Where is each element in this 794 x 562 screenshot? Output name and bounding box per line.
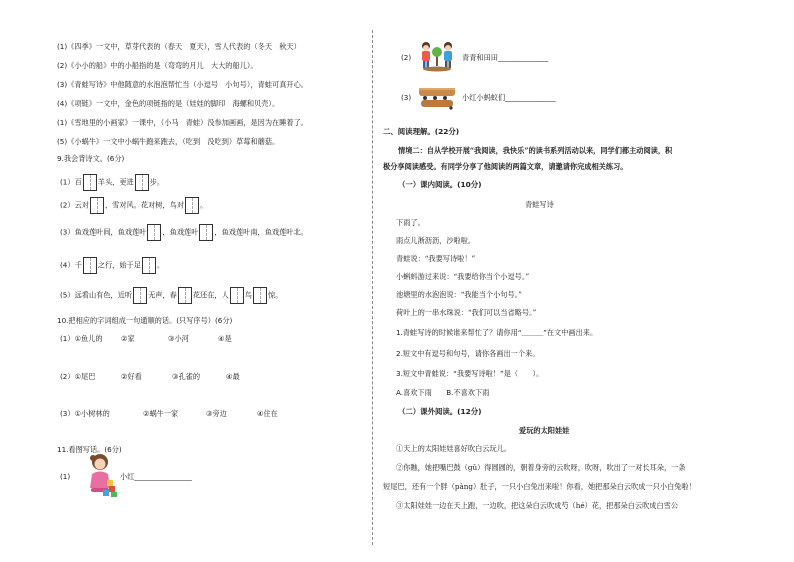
answer-box[interactable] xyxy=(142,257,156,274)
answer-box[interactable] xyxy=(135,174,149,191)
poem-line: 青蛙说：“我要写诗啦！” xyxy=(396,254,476,263)
fill-line: (5)《小蜗牛》一文中小蜗牛跑来跑去，（吃到 没吃到）草莓和蘑菇。 xyxy=(57,137,280,146)
girl-playing-blocks-icon xyxy=(85,452,119,498)
answer-box[interactable] xyxy=(83,174,97,191)
answer-box[interactable] xyxy=(178,287,192,304)
q9-item-5: (5）远看山有色，近听 无声，春 花还在，人 鸟 惊。 xyxy=(60,287,282,304)
poem-line: 池塘里的水泡泡说：“我能当个小句号。” xyxy=(396,290,522,299)
fill-line: (1)《四季》一文中，草芽代表的（春天 夏天），雪人代表的（冬天 秋天） xyxy=(57,42,301,51)
poem-line: 雨点儿淅沥沥，沙啦啦。 xyxy=(396,236,476,245)
answer-box[interactable] xyxy=(199,224,213,241)
img-item-label: (3) xyxy=(401,93,412,102)
intro-line: 情境二：自从学校开展“我阅读，我快乐”的读书系列活动以来，同学们都主动阅读，积 xyxy=(398,146,673,155)
fill-line: (3)《青蛙写诗》中他随意的水泡泡帮忙当（小逗号 小句号），青蛙可真开心。 xyxy=(57,80,308,89)
q9-item-1: (1）百 羊头，更进 步。 xyxy=(60,174,164,191)
story-line: ③太阳娃娃一边在天上跑，一边吹，把这朵白云吹成芍（hé）花，把那朵白云吹成白雪公 xyxy=(396,501,679,510)
poem-line: 小蝌蚪游过来说：“我要给你当个小逗号。” xyxy=(396,272,530,281)
story-title: 爱玩的太阳娃娃 xyxy=(519,426,570,435)
section-title: 二、阅读理解。(22分) xyxy=(383,127,460,136)
answer-box[interactable] xyxy=(83,257,97,274)
story-line: ②你瞧，她把嘴巴鼓（gǔ）得圆圆的，朝着身旁的云吹呀，吹呀，吹出了一对长耳朵，一条 xyxy=(396,463,686,472)
answer-box[interactable] xyxy=(133,287,147,304)
img-item-answer[interactable]: 青青和田田______________ xyxy=(462,53,549,62)
question-3-options: A.喜欢下雨 B.不喜欢下雨 xyxy=(396,388,490,397)
word-option: ④是 xyxy=(218,334,232,343)
fill-line: (2)《小小的船》中的小船指的是（弯弯的月儿 大大的船儿）。 xyxy=(57,61,258,70)
part1-title: （一）课内阅读。(10分) xyxy=(398,180,482,189)
question-3: 3.短文中青蛙说：“我要写诗啦！”是（ ）。 xyxy=(396,369,544,378)
q11-answer-line[interactable]: 小红________________ xyxy=(120,472,192,481)
word-option: (3）①小树林的 xyxy=(60,409,110,418)
q9-title: 9.我会背诗文。(6分) xyxy=(57,154,125,163)
word-option: ③孔雀的 xyxy=(172,372,201,381)
question-2: 2.短文中有逗号和句号，请你各画出一个来。 xyxy=(396,349,540,358)
q11-title: 11.看图写话。(6分) xyxy=(57,445,122,454)
img-item-label: (2) xyxy=(401,53,412,62)
q9-item-4: (4）千 之行，始于足 。 xyxy=(60,257,164,274)
part2-title: （二）课外阅读。(12分) xyxy=(398,407,482,416)
q10-title: 10.把相应的字词组成一句通顺的话。(只写序号）(6分) xyxy=(57,316,233,325)
word-option: (1）①鱼儿的 xyxy=(60,334,103,343)
q9-item-3: (3）鱼戏莲叶间，鱼戏莲叶 ，鱼戏莲叶 ，鱼戏莲叶南，鱼戏莲叶北。 xyxy=(60,224,308,241)
children-planting-tree-icon xyxy=(417,40,457,72)
answer-box[interactable] xyxy=(185,197,199,214)
answer-box[interactable] xyxy=(253,287,267,304)
answer-box[interactable] xyxy=(147,224,161,241)
fill-line: (1)《雪地里的小画家》一课中，（小马 青蛙）没参加画画，是因为在睡着了。 xyxy=(57,118,308,127)
poem-title: 青蛙写诗 xyxy=(525,200,554,209)
q9-item-2: (2）云对 ，雪对风。花对树，鸟对 。 xyxy=(60,197,207,214)
word-option: ③小河 xyxy=(168,334,189,343)
column-divider xyxy=(372,30,373,545)
q11-item-label: (1) xyxy=(60,472,71,481)
question-1: 1.青蛙写诗的时候谁来帮忙了？请你用“＿＿＿”在文中画出来。 xyxy=(396,328,598,337)
word-option: (2）①尾巴 xyxy=(60,372,96,381)
answer-box[interactable] xyxy=(90,197,104,214)
word-option: ②好看 xyxy=(121,372,142,381)
intro-line: 极分享阅读感受。有同学分享了他阅读的两篇文章，请邀请你完成相关练习。 xyxy=(383,162,628,171)
story-line: ①天上的太阳娃娃喜好吹白云玩儿。 xyxy=(396,444,512,453)
word-option: ②家 xyxy=(121,334,135,343)
img-item-answer[interactable]: 小红小蚂蚁们______________ xyxy=(462,93,556,102)
word-option: ④住在 xyxy=(257,409,278,418)
ants-carrying-log-icon xyxy=(417,82,457,112)
story-line: 短尾巴，还有一个胖（pàng）肚子，一只小白兔出来啦！你看，她把那朵白云吹成一只小白兔啦！ xyxy=(383,482,696,491)
poem-line: 下雨了。 xyxy=(396,218,425,227)
answer-box[interactable] xyxy=(230,287,244,304)
fill-line: (4)《项链》一文中，金色的项链指的是（娃娃的脚印 海螺和贝壳）。 xyxy=(57,99,280,108)
poem-line: 荷叶上的一串水珠说：“我们可以当省略号。” xyxy=(396,308,537,317)
word-option: ②蜗牛一家 xyxy=(143,409,179,418)
word-option: ④最 xyxy=(226,372,240,381)
word-option: ③旁边 xyxy=(206,409,227,418)
